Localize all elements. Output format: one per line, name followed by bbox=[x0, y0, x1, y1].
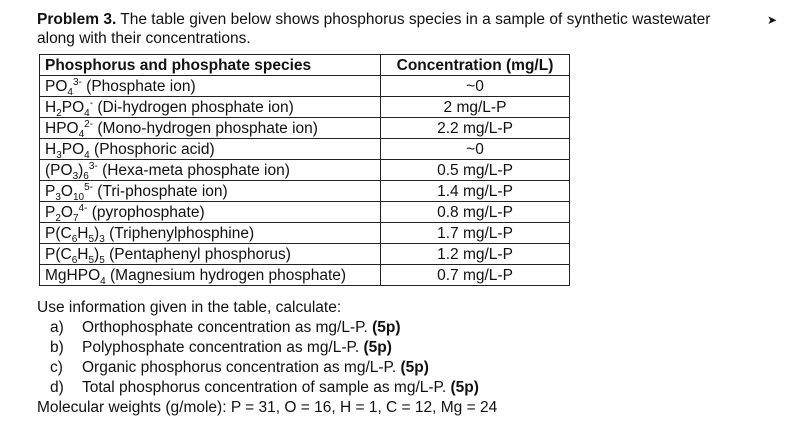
species-cell: $PO_4^{3-}$ (Phosphate ion) bbox=[40, 76, 381, 97]
question-label: c) bbox=[50, 359, 63, 376]
table-row bbox=[40, 160, 570, 181]
concentration-cell: 0.7 mg/L-P bbox=[381, 265, 570, 286]
problem-label: Problem 3. bbox=[37, 11, 117, 28]
question-text: Polyphosphate concentration as mg/L-P. bbox=[82, 339, 360, 356]
question-points: (5p) bbox=[400, 359, 429, 376]
instructions-intro: Use information given in the table, calculate: bbox=[37, 299, 342, 316]
question-item bbox=[50, 318, 777, 338]
table-row bbox=[40, 265, 570, 286]
question-label: b) bbox=[50, 339, 64, 356]
species-cell: $P(C_6H_5)_3$ (Triphenylphosphine) bbox=[40, 223, 381, 244]
table-row bbox=[40, 202, 570, 223]
table-header-row bbox=[40, 55, 570, 76]
table-row bbox=[40, 76, 570, 97]
concentration-cell: ~0 bbox=[381, 76, 570, 97]
concentration-column-header: Concentration (mg/L) bbox=[381, 55, 570, 76]
table-row bbox=[40, 223, 570, 244]
question-points: (5p) bbox=[372, 319, 401, 336]
species-cell: $P(C_6H_5)_5$ (Pentaphenyl phosphorus) bbox=[40, 244, 381, 265]
question-text: Orthophosphate concentration as mg/L-P. bbox=[82, 319, 368, 336]
species-cell: $(PO_3)_6^{3-}$ (Hexa-meta phosphate ion) bbox=[40, 160, 381, 181]
question-item bbox=[50, 338, 777, 358]
species-cell: MgHPO$_4$ (Magnesium hydrogen phosphate) bbox=[40, 265, 381, 286]
question-points: (5p) bbox=[363, 339, 392, 356]
question-text: Total phosphorus concentration of sample as mg/L-P. bbox=[82, 379, 447, 396]
table-row bbox=[40, 181, 570, 202]
question-label: a) bbox=[50, 319, 64, 336]
table-row bbox=[40, 97, 570, 118]
mouse-cursor-icon: ➤ bbox=[767, 13, 778, 27]
question-label: d) bbox=[50, 379, 64, 396]
concentration-cell: 1.7 mg/L-P bbox=[381, 223, 570, 244]
concentration-cell: 1.4 mg/L-P bbox=[381, 181, 570, 202]
table-row bbox=[40, 244, 570, 265]
species-cell: $HPO_4^{2-}$ (Mono-hydrogen phosphate ion) bbox=[40, 118, 381, 139]
concentration-cell: 2.2 mg/L-P bbox=[381, 118, 570, 139]
species-cell: $P_3O_{10}^{5-}$ (Tri-phosphate ion) bbox=[40, 181, 381, 202]
question-points: (5p) bbox=[450, 379, 479, 396]
question-item bbox=[50, 358, 777, 378]
concentration-cell: ~0 bbox=[381, 139, 570, 160]
concentration-cell: 2 mg/L-P bbox=[381, 97, 570, 118]
phosphorus-species-table bbox=[39, 54, 570, 286]
species-column-header: Phosphorus and phosphate species bbox=[40, 55, 381, 76]
table-row bbox=[40, 118, 570, 139]
concentration-cell: 0.5 mg/L-P bbox=[381, 160, 570, 181]
table-row bbox=[40, 139, 570, 160]
question-item bbox=[50, 378, 777, 398]
problem-text: The table given below shows phosphorus species in a sample of synthetic wastewater along with their concentrations. bbox=[37, 11, 711, 47]
instructions bbox=[37, 298, 777, 418]
problem-statement bbox=[37, 10, 737, 48]
question-text: Organic phosphorus concentration as mg/L-P. bbox=[82, 359, 397, 376]
molecular-weights: Molecular weights (g/mole): P = 31, O = 16, H = 1, C = 12, Mg = 24 bbox=[37, 399, 498, 416]
species-cell: $H_2PO_4^-$ (Di-hydrogen phosphate ion) bbox=[40, 97, 381, 118]
concentration-cell: 1.2 mg/L-P bbox=[381, 244, 570, 265]
question-list bbox=[37, 318, 777, 398]
species-cell: $P_2O_7^{4-}$ (pyrophosphate) bbox=[40, 202, 381, 223]
concentration-cell: 0.8 mg/L-P bbox=[381, 202, 570, 223]
species-cell: $H_3PO_4$ (Phosphoric acid) bbox=[40, 139, 381, 160]
